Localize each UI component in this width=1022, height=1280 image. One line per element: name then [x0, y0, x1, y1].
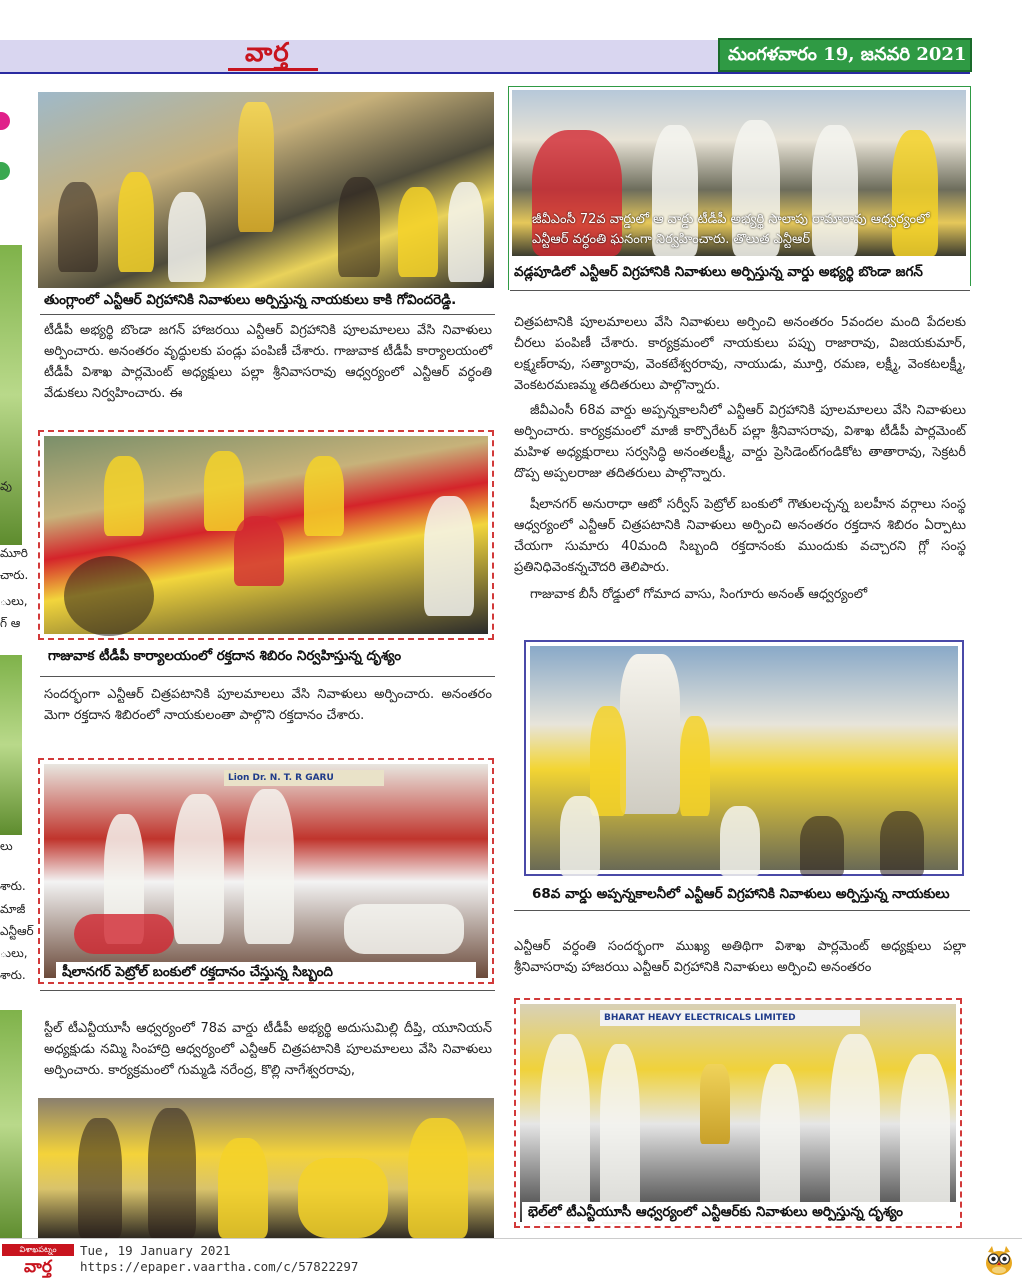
- green-column-rule: [508, 86, 509, 286]
- pink-bullet-icon: [0, 112, 10, 130]
- photo-bhel: [514, 998, 962, 1228]
- strip-fragment: చారు.: [0, 568, 29, 582]
- photo-sheelanagar-blood-donation: [38, 758, 494, 984]
- photo-image: [512, 90, 966, 256]
- strip-fragment: శారు.: [0, 879, 26, 893]
- photo-caption: 68వ వార్డు అప్పన్నకాలనీలో ఎన్టీఆర్ విగ్రహానికి నివాళులు అర్పిస్తున్న నాయకులు: [532, 886, 950, 902]
- article-paragraph: షీలానగర్ అనురాధా ఆటో సర్వీస్ పెట్రోల్ బంకులో గౌతులచ్చన్న బలహీన వర్గాలు సంస్థ ఆధ్వర్యంలో ఎన్టీఆర్ చిత్రపటానికి నివాళులు అర్పించి అనంతరం రక్తదాన శిబిరం ఏర్పాటు చేయగా సుమారు 40మంది సిబ్బంది రక్తదానంకు ముందుకు వచ్చారని గ్లో సంస్థ ప్రతినిధివెంకన్నచౌదరి తెలిపారు.: [514, 497, 966, 575]
- photo-caption: తుంగ్లాంలో ఎన్టీఆర్ విగ్రహానికి నివాళులు అర్పిస్తున్న నాయకులు కాకి గోవిందరెడ్డి.: [44, 292, 457, 308]
- masthead-logo: వార్త: [245, 38, 290, 68]
- strip-fragment: శారు.: [0, 968, 26, 982]
- divider: [514, 910, 970, 911]
- photo-image: [38, 92, 494, 288]
- strip-fragment: మాజీ: [0, 902, 26, 916]
- strip-fragment: ఎన్టీఆర్: [0, 924, 34, 938]
- strip-fragment: లు: [0, 839, 13, 853]
- divider: [510, 290, 970, 291]
- adjacent-photo: [0, 655, 22, 835]
- article-paragraph: జీవీఎంసీ 68వ వార్డు అప్పన్నకాలనీలో ఎన్టీఆర్ విగ్రహానికి పూలమాలలు వేసి నివాళులు అర్పించారు. కార్యక్రమంలో మాజీ కార్పొరేటర్ పల్లా శ్రీనివాసరావు, విశాఖ టీడీపీ పార్లమెంట్ మహిళ అధ్యక్షురాలు సర్వసిద్ధి అనంతలక్ష్మీ, వార్డు ప్రెసిడెంట్‌గండికోట తాతారావు, సెక్రటరీ దొప్ప అప్పలరాజు తదితరులు పాల్గొన్నారు.: [514, 403, 966, 481]
- banner-text: Lion Dr. N. T. R GARU: [224, 770, 384, 786]
- photo-image: [44, 436, 488, 634]
- photo-gajuwaka-blood-camp: [38, 430, 494, 640]
- strip-fragment: మూరి: [0, 546, 28, 560]
- green-column-rule: [970, 86, 971, 286]
- article-paragraph: చిత్రపటానికి పూలమాలలు వేసి నివాళులు అర్పించి అనంతరం 5వందల మంది పేదలకు చీరలు పంపిణీ చేశారు. కార్యక్రమంలో నాయకులు పప్పు రాజారావు, విజయకుమార్, లక్ష్మణ్‌రావు, సత్యారావు, వెంకటేశ్వరరావు, నాయుడు, మూర్తి, రమణ, లక్ష్మీ, వెంకటలక్ష్మీ, వెంకటరమణమ్మ తదితరులు పాల్గొన్నారు.: [514, 315, 966, 393]
- ntr-statue: [238, 102, 274, 232]
- photo-image: [38, 1098, 494, 1238]
- photo-tunglam: [38, 92, 494, 288]
- green-top-rule: [508, 86, 970, 87]
- dateline: మంగళవారం 19, జనవరి 2021: [718, 38, 972, 72]
- divider: [40, 676, 495, 677]
- banner-text: BHARAT HEAVY ELECTRICALS LIMITED: [600, 1010, 860, 1026]
- photo-caption: షీలానగర్ పెట్రోల్ బంకులో రక్తదానం చేస్తున్న సిబ్బంది: [56, 962, 476, 982]
- footer-date: Tue, 19 January 2021: [80, 1243, 231, 1258]
- article-paragraph: టీడీపీ అభ్యర్థి బొండా జగన్ హాజరయి ఎన్టీఆర్ విగ్రహానికి పూలమాలలు వేసి నివాళులు అర్పించారు. అనంతరం వృద్ధులకు పండ్లు పంపిణీ చేశారు. గాజువాక టీడీపీ కార్యాలయంలో టీడీపీ విశాఖ పార్లమెంట్ అధ్యక్షులు పల్లా శ్రీనివాసరావు ఆధ్వర్యంలో ఎన్టీఆర్ వర్ధంతి వేడుకలు నిర్వహించారు. ఈ: [44, 323, 492, 401]
- photo-image: [520, 1004, 956, 1222]
- strip-fragment: ులు,: [0, 946, 28, 960]
- footer-logo[interactable]: [2, 1244, 74, 1278]
- photo-overlay-text: జీవీఎంసీ 72వ వార్డులో ఆ వార్డు టీడీపీ అభ్యర్థి సాలాపు రామారావు ఆధ్వర్యంలో ఎన్టీఆర్ వర్ధంతి ఘనంగా నిర్వహించారు. తొలుత ఎన్టీఆర్: [532, 212, 930, 247]
- strip-fragment: గ్ ఆ: [0, 616, 21, 630]
- photo-image: [44, 764, 488, 978]
- adjacent-photo: [0, 1010, 22, 1240]
- strip-fragment: ులు,: [0, 594, 28, 608]
- article-paragraph: సందర్భంగా ఎన్టీఆర్ చిత్రపటానికి పూలమాలలు వేసి నివాళులు అర్పించారు. అనంతరం మెగా రక్తదాన శిబిరంలో నాయకులంతా పాల్గొని రక్తదానం చేశారు.: [44, 687, 492, 723]
- photo-steel-tntuc: [38, 1098, 494, 1238]
- adjacent-photo: [0, 245, 22, 545]
- footer-url[interactable]: https://epaper.vaartha.com/c/57822297: [80, 1259, 359, 1274]
- masthead-underline: [228, 68, 318, 71]
- strip-fragment: వు: [0, 479, 12, 493]
- footer-logo-bottom: వార్త: [24, 1257, 52, 1277]
- photo-image: [530, 646, 958, 870]
- ntr-portrait: [700, 1064, 730, 1144]
- owl-icon[interactable]: [982, 1244, 1016, 1276]
- green-bullet-icon: [0, 162, 10, 180]
- divider: [40, 314, 495, 315]
- photo-caption: భెల్‌లో టీఎన్టీయూసీ ఆధ్వర్యంలో ఎన్టీఆర్‌కు నివాళులు అర్పిస్తున్న దృశ్యం: [522, 1202, 958, 1222]
- photo-vadlapudi: [512, 90, 966, 256]
- photo-caption: వడ్లపూడిలో ఎన్టీఆర్ విగ్రహానికి నివాళులు అర్పిస్తున్న వార్డు అభ్యర్థి బొండా జగన్: [514, 264, 923, 280]
- footer-logo-top: విశాఖపట్నం: [2, 1244, 74, 1256]
- divider: [40, 990, 495, 991]
- photo-appannacolony: [524, 640, 964, 876]
- adjacent-page-strip: [0, 80, 34, 1240]
- article-paragraph: గాజువాక బీసీ రోడ్డులో గోమాద వాసు, సింగూరు అనంత్ ఆధ్వర్యంలో: [530, 587, 868, 602]
- article-paragraph: ఎన్టీఆర్ వర్ధంతి సందర్భంగా ముఖ్య అతిథిగా విశాఖ పార్లమెంట్ అధ్యక్షులు పల్లా శ్రీనివాసరావు హాజరయి ఎన్టీఆర్ విగ్రహానికి నివాళులు అర్పించి అనంతరం: [514, 939, 966, 975]
- footer-text: [80, 1243, 358, 1275]
- photo-caption: గాజువాక టీడీపీ కార్యాలయంలో రక్తదాన శిబిరం నిర్వహిస్తున్న దృశ్యం: [42, 646, 492, 666]
- article-paragraph: స్టీల్ టీఎన్టీయూసీ ఆధ్వర్యంలో 78వ వార్డు టీడీపీ అభ్యర్థి అదుసుమిల్లి దీప్తి, యూనియన్ అధ్యక్షుడు నమ్మి సింహాద్రి ఆధ్వర్యంలో ఎన్టీఆర్ చిత్రపటానికి పూలమాలలు వేసి నివాళులు అర్పించారు. కార్యక్రమంలో గుమ్మడి నరేంద్ర, కొల్లి నాగేశ్వరరావు,: [44, 1021, 492, 1078]
- ntr-statue: [620, 654, 680, 814]
